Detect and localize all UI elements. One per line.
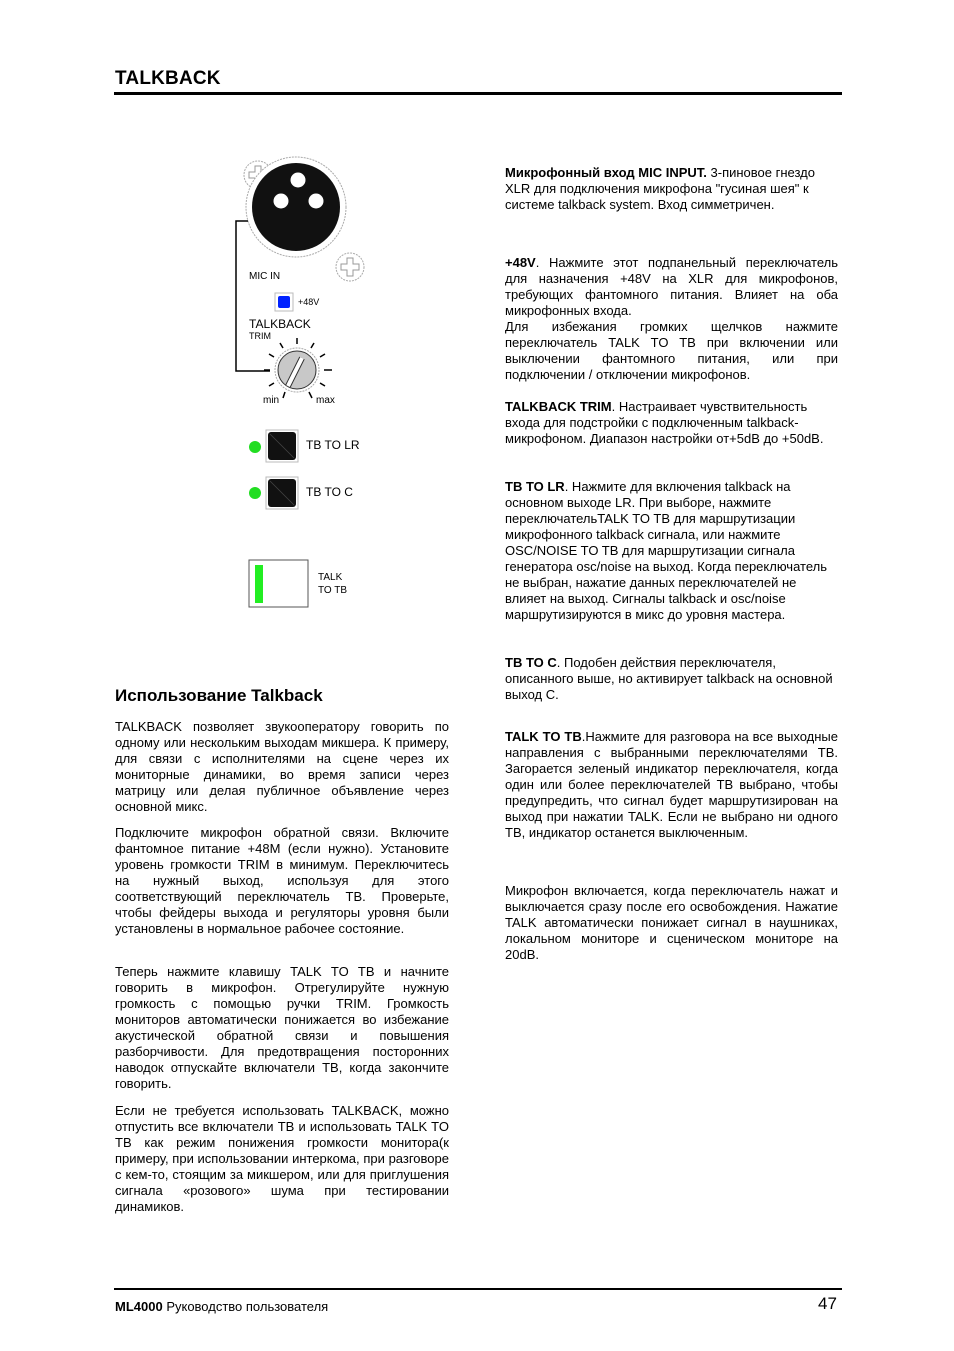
tb-to-c-led bbox=[249, 487, 261, 499]
talk-to-tb-description bbox=[505, 729, 838, 841]
page-number: 47 bbox=[818, 1294, 837, 1313]
trim-knob[interactable] bbox=[275, 348, 319, 392]
tb-to-c-description bbox=[505, 655, 838, 703]
footer-model: ML4000 bbox=[115, 1299, 163, 1314]
mic-input-text: 3-пиновое гнездо XLR для подключения микрофона "гусиная шея" к системе talkback system. Вход симметричен. bbox=[505, 165, 815, 212]
phantom-note: Для избежания громких щелчков нажмите переключатель TALK TO TB при включении или выключении фантомного питания, или при подключении / отключении микрофонов. bbox=[505, 319, 838, 382]
talk-to-tb-term: TALK TO TB bbox=[505, 729, 582, 744]
tb-to-c-label: TB TO C bbox=[306, 485, 353, 499]
mic-input-description bbox=[505, 165, 838, 213]
talkback-panel-diagram bbox=[228, 155, 388, 615]
tb-to-lr-text: . Нажмите для включения talkback на основном выходе LR. При выборе, нажмите переключательTALK TO TB для маршрутизации микрофонного talkback сигнала, или нажмите OSC/NOISE TO TB для маршрутизации сигнала генератора osc/noise на выход. Когда переключатель не выбран, нажатие данных переключателей не влияет на выход. Сигналы talkback и osc/noise маршрутизируются в микс до уровня мастера. bbox=[505, 479, 827, 622]
knob-min-label: min bbox=[263, 395, 280, 406]
phantom-description bbox=[505, 255, 838, 319]
talk-label-line2: TO TB bbox=[318, 585, 348, 596]
trim-text: . Настраивает чувствительность входа для подстройки с подключенным talkback-микрофоном. Диапазон настройки от+5dB до +50dB. bbox=[505, 399, 824, 446]
header-rule bbox=[114, 92, 842, 95]
talk-label-line1: TALK bbox=[318, 572, 343, 583]
usage-paragraph-3: Теперь нажмите клавишу TALK TO TB и начните говорить в микрофон. Отрегулируйте нужную громкость с помощью ручки TRIM. Громкость мониторов автоматически понижается во избежание акустической обратной связи и повышения разборчивости. Для предотвращения посторонних наводок отпускайте включатели TB, когда закончите говорить. bbox=[115, 964, 449, 1091]
knob-max-label: max bbox=[316, 395, 335, 406]
trim-term: TALKBACK TRIM bbox=[505, 399, 612, 414]
phantom-label: +48V bbox=[298, 297, 320, 307]
trim-label: TALKBACK bbox=[249, 317, 311, 331]
page-header-title: TALKBACK bbox=[115, 68, 221, 89]
xlr-socket-icon[interactable] bbox=[252, 163, 340, 251]
footer-manual: Руководство пользователя bbox=[162, 1299, 329, 1314]
mic-in-label: MIC IN bbox=[249, 271, 281, 282]
phantom-text: . Нажмите этот подпанельный переключатель для назначения +48V на XLR для микрофонов, требующих фантомного питания. Влияет на оба микрофонных входа. bbox=[505, 255, 838, 318]
tb-to-lr-term: TB TO LR bbox=[505, 479, 565, 494]
phantom-term: +48V bbox=[505, 255, 536, 270]
talk-indicator bbox=[255, 565, 263, 603]
screw-icon bbox=[336, 253, 364, 281]
tb-to-lr-description bbox=[505, 479, 838, 623]
phantom-button[interactable] bbox=[278, 296, 290, 308]
section-title: Использование Talkback bbox=[115, 686, 323, 705]
mic-note: Микрофон включается, когда переключатель нажат и выключается сразу после его освобождения. Нажатие TALK автоматически понижает сигнал в наушниках, локальном мониторе и сценическом мониторе на 20dB. bbox=[505, 883, 838, 962]
tb-to-c-text: . Подобен действия переключателя, описанного выше, но активирует talkback на основной выход C. bbox=[505, 655, 833, 702]
usage-paragraph-2: Подключите микрофон обратной связи. Включите фантомное питание +48М (если нужно). Установите уровень громкости TRIM в минимум. Переключитесь на нужный выход, используя для этого соответствующий переключатель TB. Проверьте, чтобы фейдеры выхода и регуляторы уровня были установлены в нормальное рабочее состояние. bbox=[115, 825, 449, 936]
trim-sublabel: TRIM bbox=[249, 331, 271, 341]
tb-to-c-term: TB TO C bbox=[505, 655, 557, 670]
talk-to-tb-text: .Нажмите для разговора на все выходные направления с выбранными переключателями TB. Загорается зеленый индикатор переключателя, когда один или более переключателей TB выбрано, чтобы предупредить, что сигнал будет маршрутизирован на выход при нажатии TALK. Если не выбрано ни одного TB, индикатор останется выключенным. bbox=[505, 729, 838, 840]
tb-to-lr-label: TB TO LR bbox=[306, 438, 360, 452]
footer-manual-title bbox=[115, 1299, 328, 1314]
tb-to-lr-led bbox=[249, 441, 261, 453]
mic-input-term: Микрофонный вход MIC INPUT. bbox=[505, 165, 707, 180]
trim-description bbox=[505, 399, 838, 447]
usage-paragraph-4: Если не требуется использовать TALKBACK, можно отпустить все включатели TB и использовать TALK TO TB как режим понижения громкости монитора(к примеру, при использовании интеркома, при разговоре с кем-то, стоящим за микшером, или для приглушения сигнала «розового» шума при тестировании динамиков. bbox=[115, 1103, 449, 1214]
usage-paragraph-1: TALKBACK позволяет звукооператору говорить по одному или нескольким выходам микшера. К примеру, для связи с исполнителями на сцене через их мониторные динамики, во время записи через матрицу или делая публичное объявление через основной микс. bbox=[115, 719, 449, 814]
footer-rule bbox=[114, 1288, 842, 1290]
panel-svg bbox=[228, 155, 388, 615]
